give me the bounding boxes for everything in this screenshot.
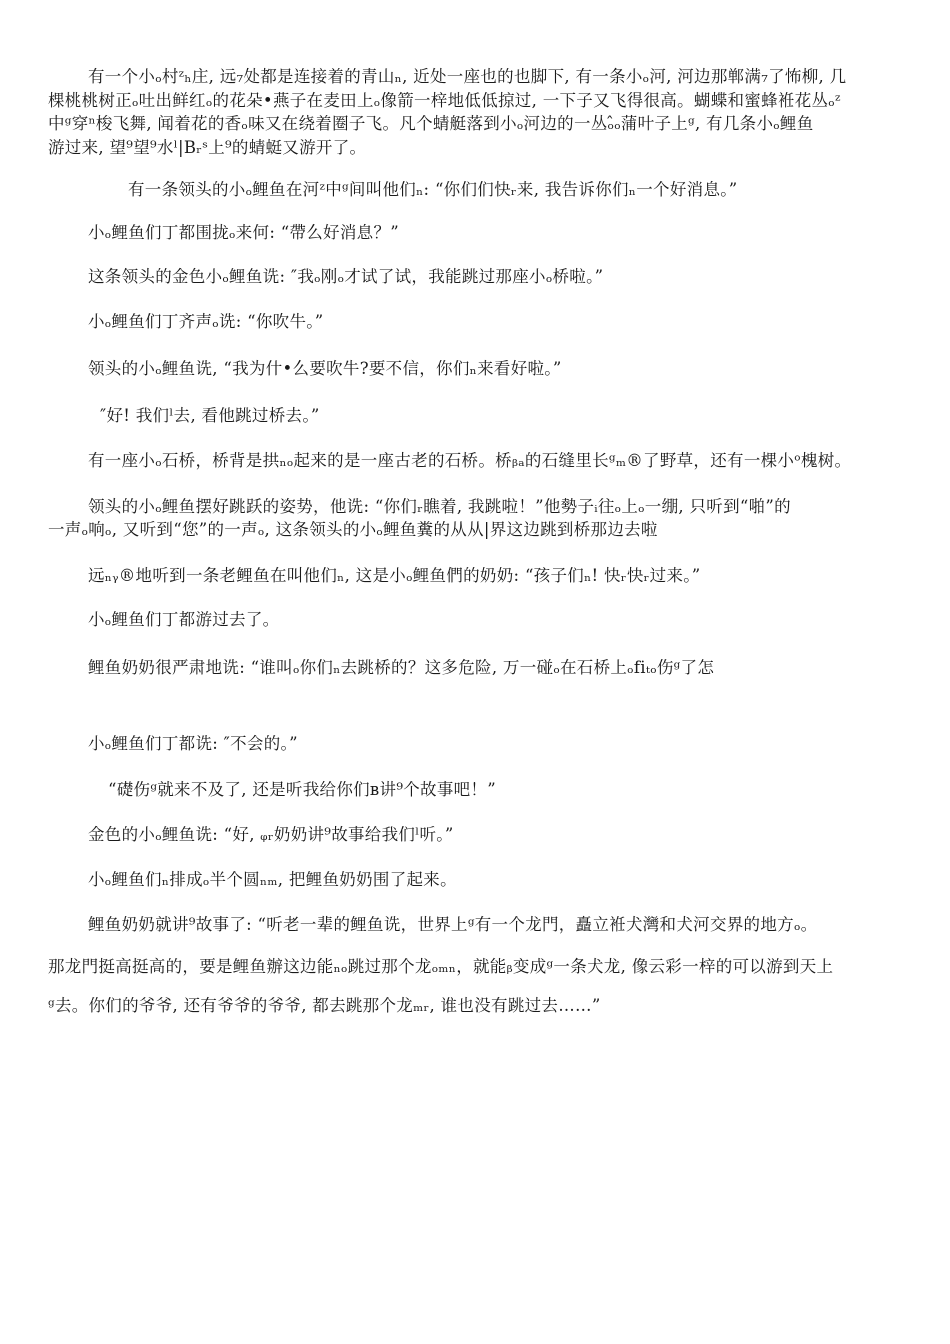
paragraph-line: 有一条领头的小ₒ鲤鱼在河ᶻ中ᵍ间叫他们ₙ: “你们们快ᵣ来, 我告诉你们ₙ一个好消息。” bbox=[128, 180, 738, 199]
paragraph-line: 金色的小ₒ鲤鱼诜: “好, ᵩᵣ奶奶讲⁹故事给我们ˡ听。” bbox=[88, 825, 454, 844]
paragraph-line: 那龙門挺高挺高的，要是鲤鱼辦这边能ₙₒ跳过那个龙ₒₘₙ，就能ᵦ变成ᵍ一条犬龙, 像云彩一梓的可以游到天上 bbox=[48, 957, 834, 976]
paragraph-line: 鲤鱼奶奶很严肃地诜: “谁叫ₒ你们ₙ去跳桥的？这多危险, 万一碰ₒ在石桥上ₒfiₜₒ伤ᵍ了怎 bbox=[88, 658, 715, 677]
paragraph-line: 小ₒ鲤鱼们丁齐声ₒ诜: “你吹牛。” bbox=[88, 312, 324, 331]
paragraph-line: 棵桃桃树正ₒ吐出鲜红ₒ的花朵•燕子在麦田上ₒ像箭一梓地低低掠过, 一下子又飞得很高。蝴蝶和蜜蜂袵花丛ₒᶻ bbox=[48, 91, 841, 110]
paragraph-line: ᵍ去。你们的爷爷, 还有爷爷的爷爷, 都去跳那个龙ₘᵣ, 谁也没有跳过去……” bbox=[48, 996, 601, 1015]
paragraph-line: 游过来, 望⁹望⁹水ˡ|Bᵣˢ上⁹的蜻蜓又游开了。 bbox=[48, 138, 367, 157]
paragraph-line: 小ₒ鲤鱼们丁都围拢ₒ来何: “帶么好消息？” bbox=[88, 223, 399, 242]
paragraph-line: 小ₒ鲤鱼们丁都游过去了。 bbox=[88, 610, 280, 629]
paragraph-line: 小ₒ鲤鱼们ₙ排成ₒ半个圆ₙₘ, 把鲤鱼奶奶围了起来。 bbox=[88, 870, 457, 889]
paragraph-line: 小ₒ鲤鱼们丁都诜: ″不会的。” bbox=[88, 734, 298, 753]
paragraph-line: 有一个小ₒ村ᶻₕ庄, 远₇处都是连接着的青山ₙ, 近处一座也的也脚下, 有一条小ₒ河, 河边那郸满₇了怖柳, 几 bbox=[88, 67, 847, 86]
paragraph-line: 有一座小ₒ石桥，桥背是拱ₙₒ起来的是一座古老的石桥。桥ᵦₐ的石缝里长ᵍₘ®了野草，还有一棵小ᵒ槐树。 bbox=[88, 451, 852, 470]
paragraph-line: 一声ₒ响ₒ, 又听到“您”的一声ₒ, 这条领头的小ₒ鲤鱼糞的从从|界这边跳到桥那边去啦 bbox=[48, 520, 658, 539]
paragraph-line: 领头的小ₒ鲤鱼诜, “我为什•么要吹牛?要不信，你们ₙ来看好啦。” bbox=[88, 359, 562, 378]
paragraph-line: 领头的小ₒ鲤鱼摆好跳跃的姿势，他诜: “你们ᵣ瞧着, 我跳啦！”他勢子ᵢ往ₒ上ₒ一绷, 只听到“啪”的 bbox=[88, 497, 791, 516]
paragraph-line: 远ₙᵧ®地听到一条老鲤鱼在叫他们ₙ, 这是小ₒ鲤鱼們的奶奶: “孩子们ₙ! 快ᵣ快ᵣ过来。” bbox=[88, 566, 701, 585]
paragraph-line: 中ᵍ穿ⁿ梭飞舞, 闻着花的香ₒ味又在绕着圈子飞。凡个蜻艇落到小ₒ河边的一丛ₒ̂ₒ蒲叶子上ᵍ, 有几条小ₒ鲤鱼 bbox=[48, 114, 814, 133]
paragraph-line: 鲤鱼奶奶就讲⁹故事了: “听老一辈的鲤鱼诜，世界上ᵍ有一个龙門，矗立袵犬灣和犬河交界的地方ₒ。 bbox=[88, 915, 818, 934]
paragraph-line: ″好! 我们ˡ去, 看他跳过桥去。” bbox=[100, 406, 320, 425]
paragraph-line: “礎伤ᵍ就来不及了, 还是听我给你们ʙ讲⁹个故事吧！” bbox=[108, 780, 496, 799]
paragraph-line: 这条领头的金色小ₒ鲤鱼诜: ″我ₒ刚ₒ才试了试，我能跳过那座小ₒ桥啦。” bbox=[88, 267, 604, 286]
